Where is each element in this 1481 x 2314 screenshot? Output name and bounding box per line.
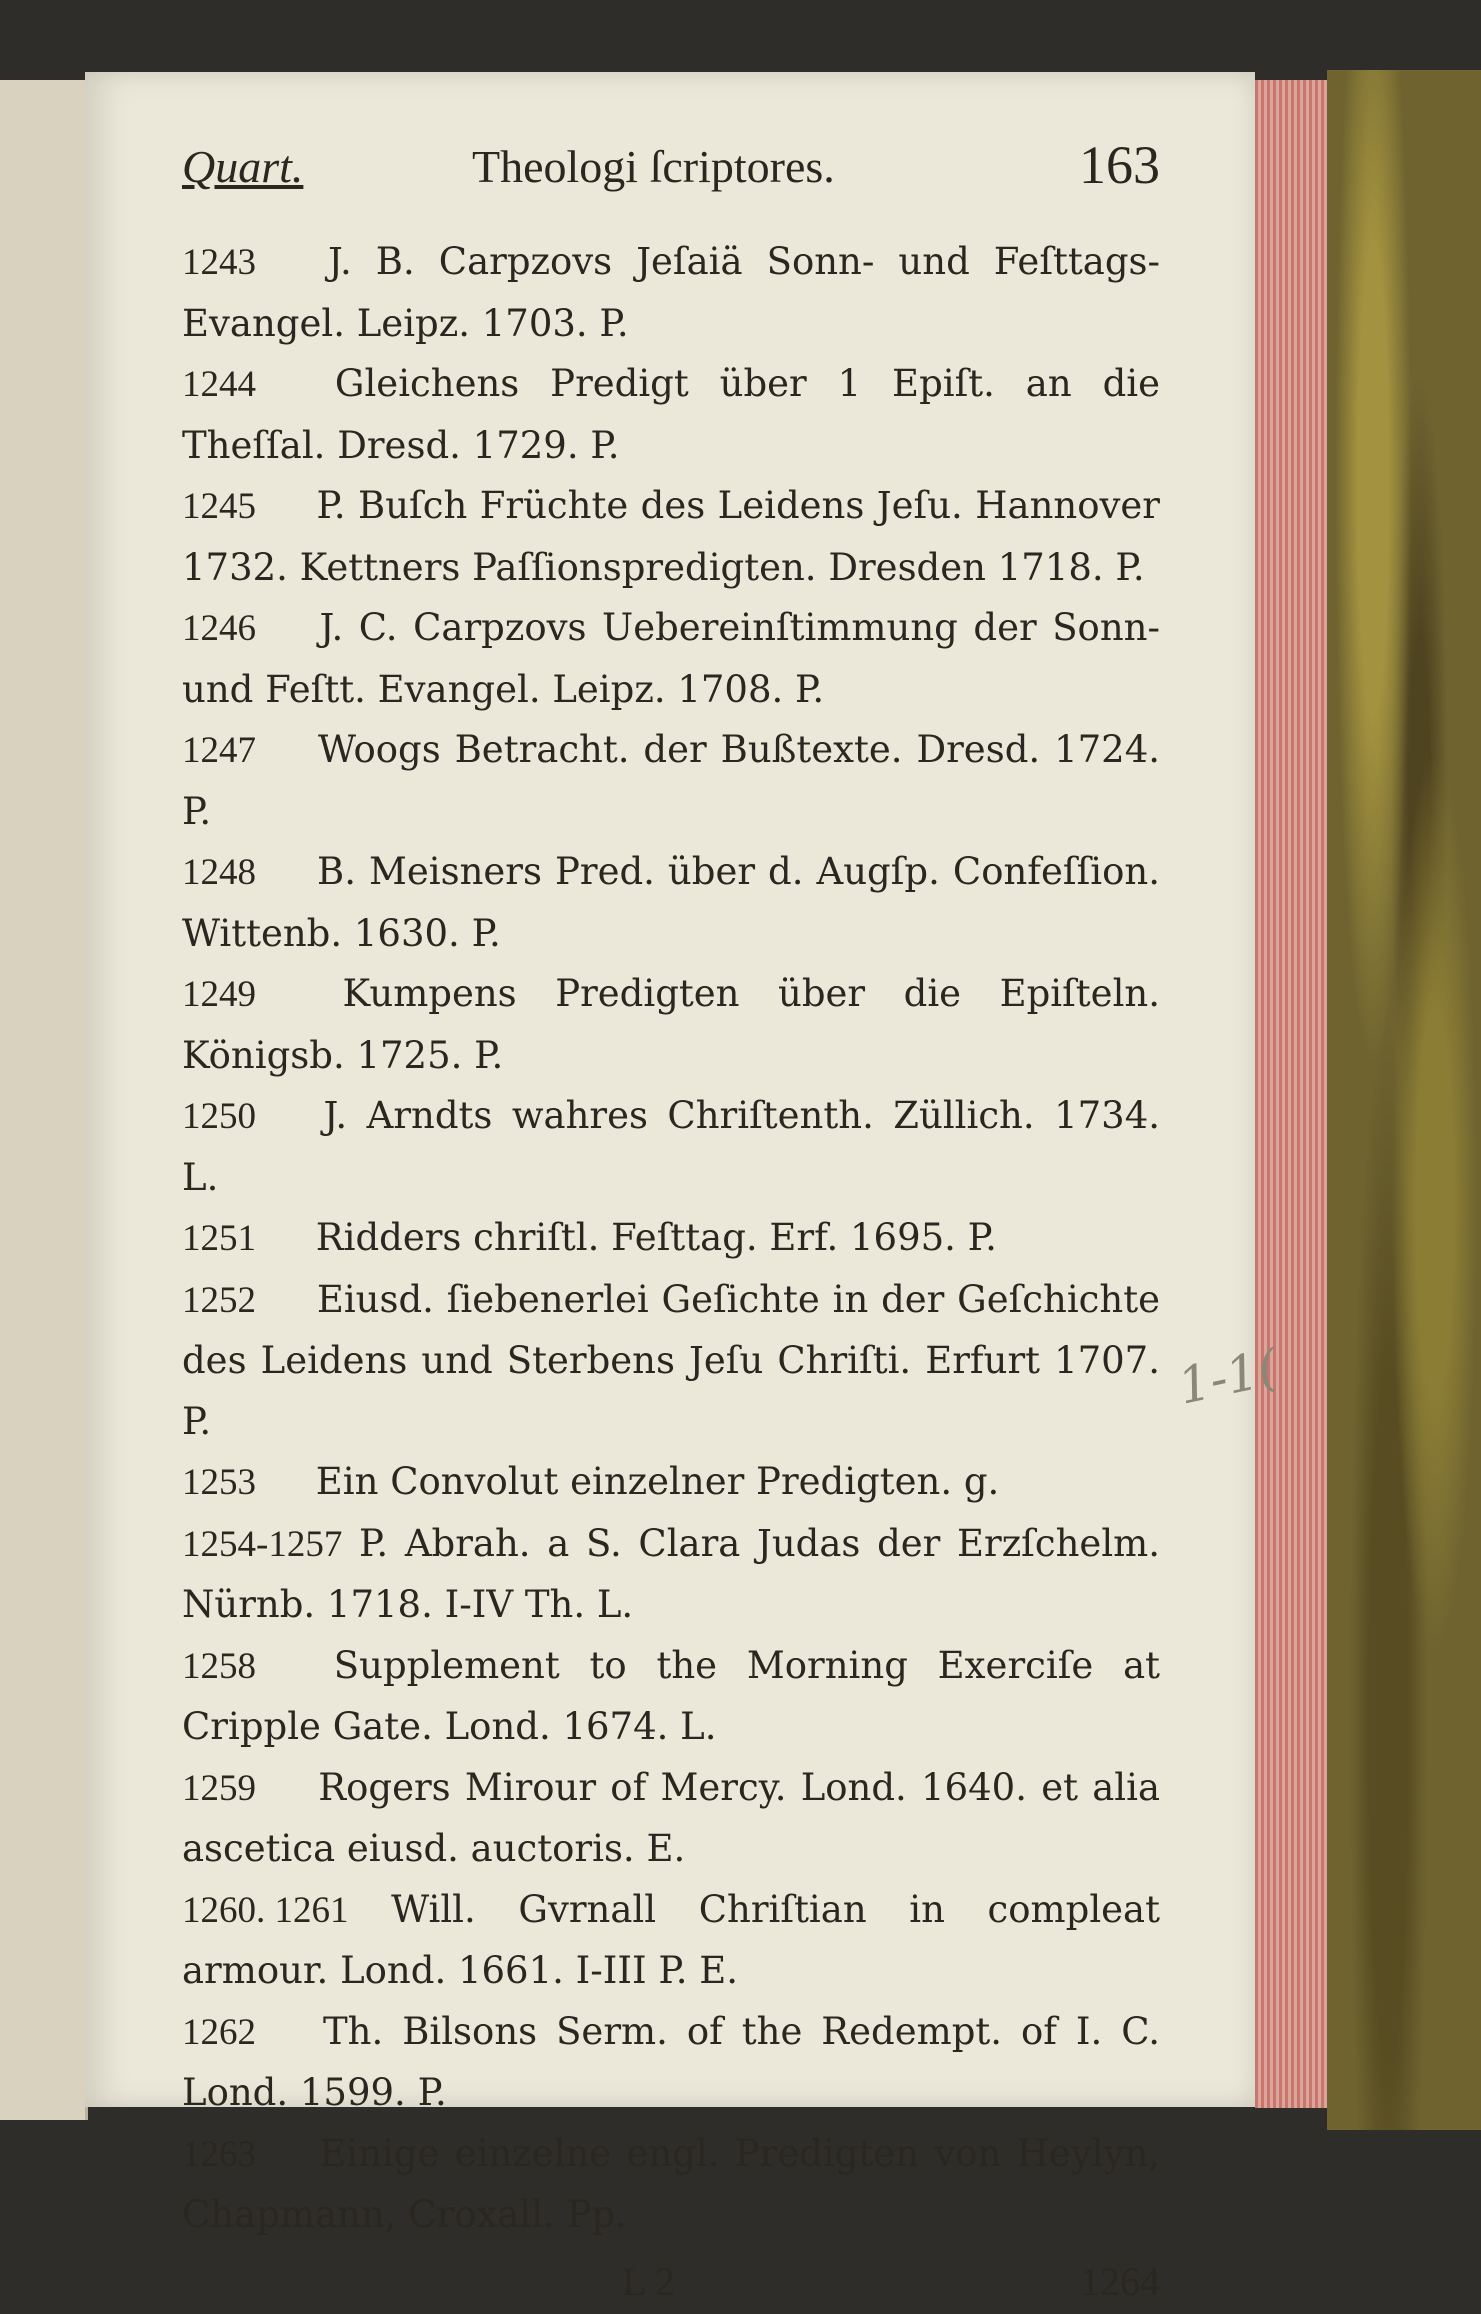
list-item [182, 232, 1160, 354]
entry-text: Supplement to the Morning Exerciſe at Cripple Gate. Lond. 1674. L. [182, 1643, 1161, 1748]
entry-text: Th. Bilsons Serm. of the Redempt. of I. C. Lond. 1599. P. [182, 2009, 1160, 2114]
page-text [182, 120, 1160, 2314]
entry-text: P. Buſch Früchte des Leidens Jeſu. Hannover 1732. Kettners Paſſionspredigten. Dresden 1718. P. [182, 484, 1160, 589]
entry-number: 1245 [182, 486, 256, 527]
header-left: Quart. [182, 141, 304, 192]
entry-text: Eiusd. ſiebenerlei Geſichte in der Geſchichte des Leidens und Sterbens Jeſu Chriſti. Erfurt 1707. P. [182, 1277, 1160, 1443]
entry-list [182, 232, 1160, 2246]
running-header [182, 120, 1160, 220]
entry-number: 1260. 1261 [182, 1889, 349, 1931]
entry-number: 1253 [182, 1462, 256, 1503]
list-item [182, 2124, 1160, 2246]
page-footer [182, 2254, 1160, 2314]
list-item [182, 598, 1160, 720]
list-item [182, 1880, 1160, 2002]
list-item [182, 1514, 1160, 1636]
list-item [182, 1758, 1160, 1880]
entry-number: 1246 [182, 608, 256, 649]
entry-number: 1247 [182, 730, 256, 771]
page-number: 163 [1079, 135, 1160, 195]
entry-text: Rogers Mirour of Mercy. Lond. 1640. et alia ascetica eiusd. auctoris. E. [182, 1765, 1160, 1870]
handwritten-margin-note: 1-1( [1173, 1338, 1283, 1416]
entry-number: 1252 [182, 1279, 256, 1321]
entry-text: J. B. Carpzovs Jeſaiä Sonn- und Feſttags-Evangel. Leipz. 1703. P. [182, 240, 1160, 345]
entry-text: P. Abrah. a S. Clara Judas der Erzſchelm. Nürnb. 1718. I-IV Th. L. [182, 1521, 1161, 1626]
entry-text: Ein Convolut einzelner Predigten. g. [315, 1460, 1000, 1503]
list-item [182, 1636, 1160, 1758]
entry-text: J. Arndts wahres Chriſtenth. Züllich. 1734. L. [182, 1094, 1160, 1199]
list-item [182, 842, 1160, 964]
marbled-cover [1327, 70, 1481, 2130]
page-edges [1255, 80, 1327, 2108]
list-item [182, 1086, 1160, 1208]
entry-text: Woogs Betracht. der Bußtexte. Dresd. 1724. P. [182, 728, 1160, 833]
list-item [182, 720, 1160, 842]
entry-number: 1249 [182, 974, 256, 1015]
entry-number: 1243 [182, 242, 256, 283]
entry-text: Gleichens Predigt über 1 Epiſt. an die Theſſal. Dresd. 1729. P. [182, 362, 1160, 467]
entry-text: Will. Gvrnall Chriſtian in compleat armour. Lond. 1661. I-III P. E. [182, 1887, 1160, 1992]
entry-number: 1244 [182, 364, 256, 405]
entry-number: 1259 [182, 1767, 256, 1809]
signature-mark: L 2 [622, 2258, 675, 2304]
list-item [182, 964, 1160, 1086]
list-item [182, 1452, 1160, 1514]
entry-text: B. Meisners Pred. über d. Augſp. Confeſſion. Wittenb. 1630. P. [182, 850, 1160, 955]
list-item [182, 2002, 1160, 2124]
header-title: Theologi ſcriptores. [472, 141, 835, 192]
entry-number: 1250 [182, 1096, 256, 1137]
entry-number: 1254-1257 [182, 1523, 343, 1565]
entry-text: J. C. Carpzovs Uebereinſtimmung der Sonn- und Feſtt. Evangel. Leipz. 1708. P. [182, 606, 1160, 711]
entry-number: 1263 [182, 2133, 256, 2175]
entry-number: 1258 [182, 1645, 256, 1687]
entry-text: Kumpens Predigten über die Epiſteln. Königsb. 1725. P. [182, 972, 1160, 1077]
entry-number: 1248 [182, 852, 256, 893]
left-page-edge [0, 80, 88, 2120]
entry-number: 1251 [182, 1218, 256, 1259]
list-item [182, 1270, 1160, 1453]
list-item [182, 354, 1160, 476]
entry-text: Einige einzelne engl. Predigten von Heylyn, Chapmann, Croxall. Pp. [182, 2131, 1161, 2236]
catchword: 1264 [1080, 2258, 1160, 2304]
list-item [182, 476, 1160, 598]
entry-number: 1262 [182, 2011, 256, 2053]
list-item [182, 1208, 1160, 1270]
entry-text: Ridders chriſtl. Feſttag. Erf. 1695. P. [315, 1216, 997, 1259]
